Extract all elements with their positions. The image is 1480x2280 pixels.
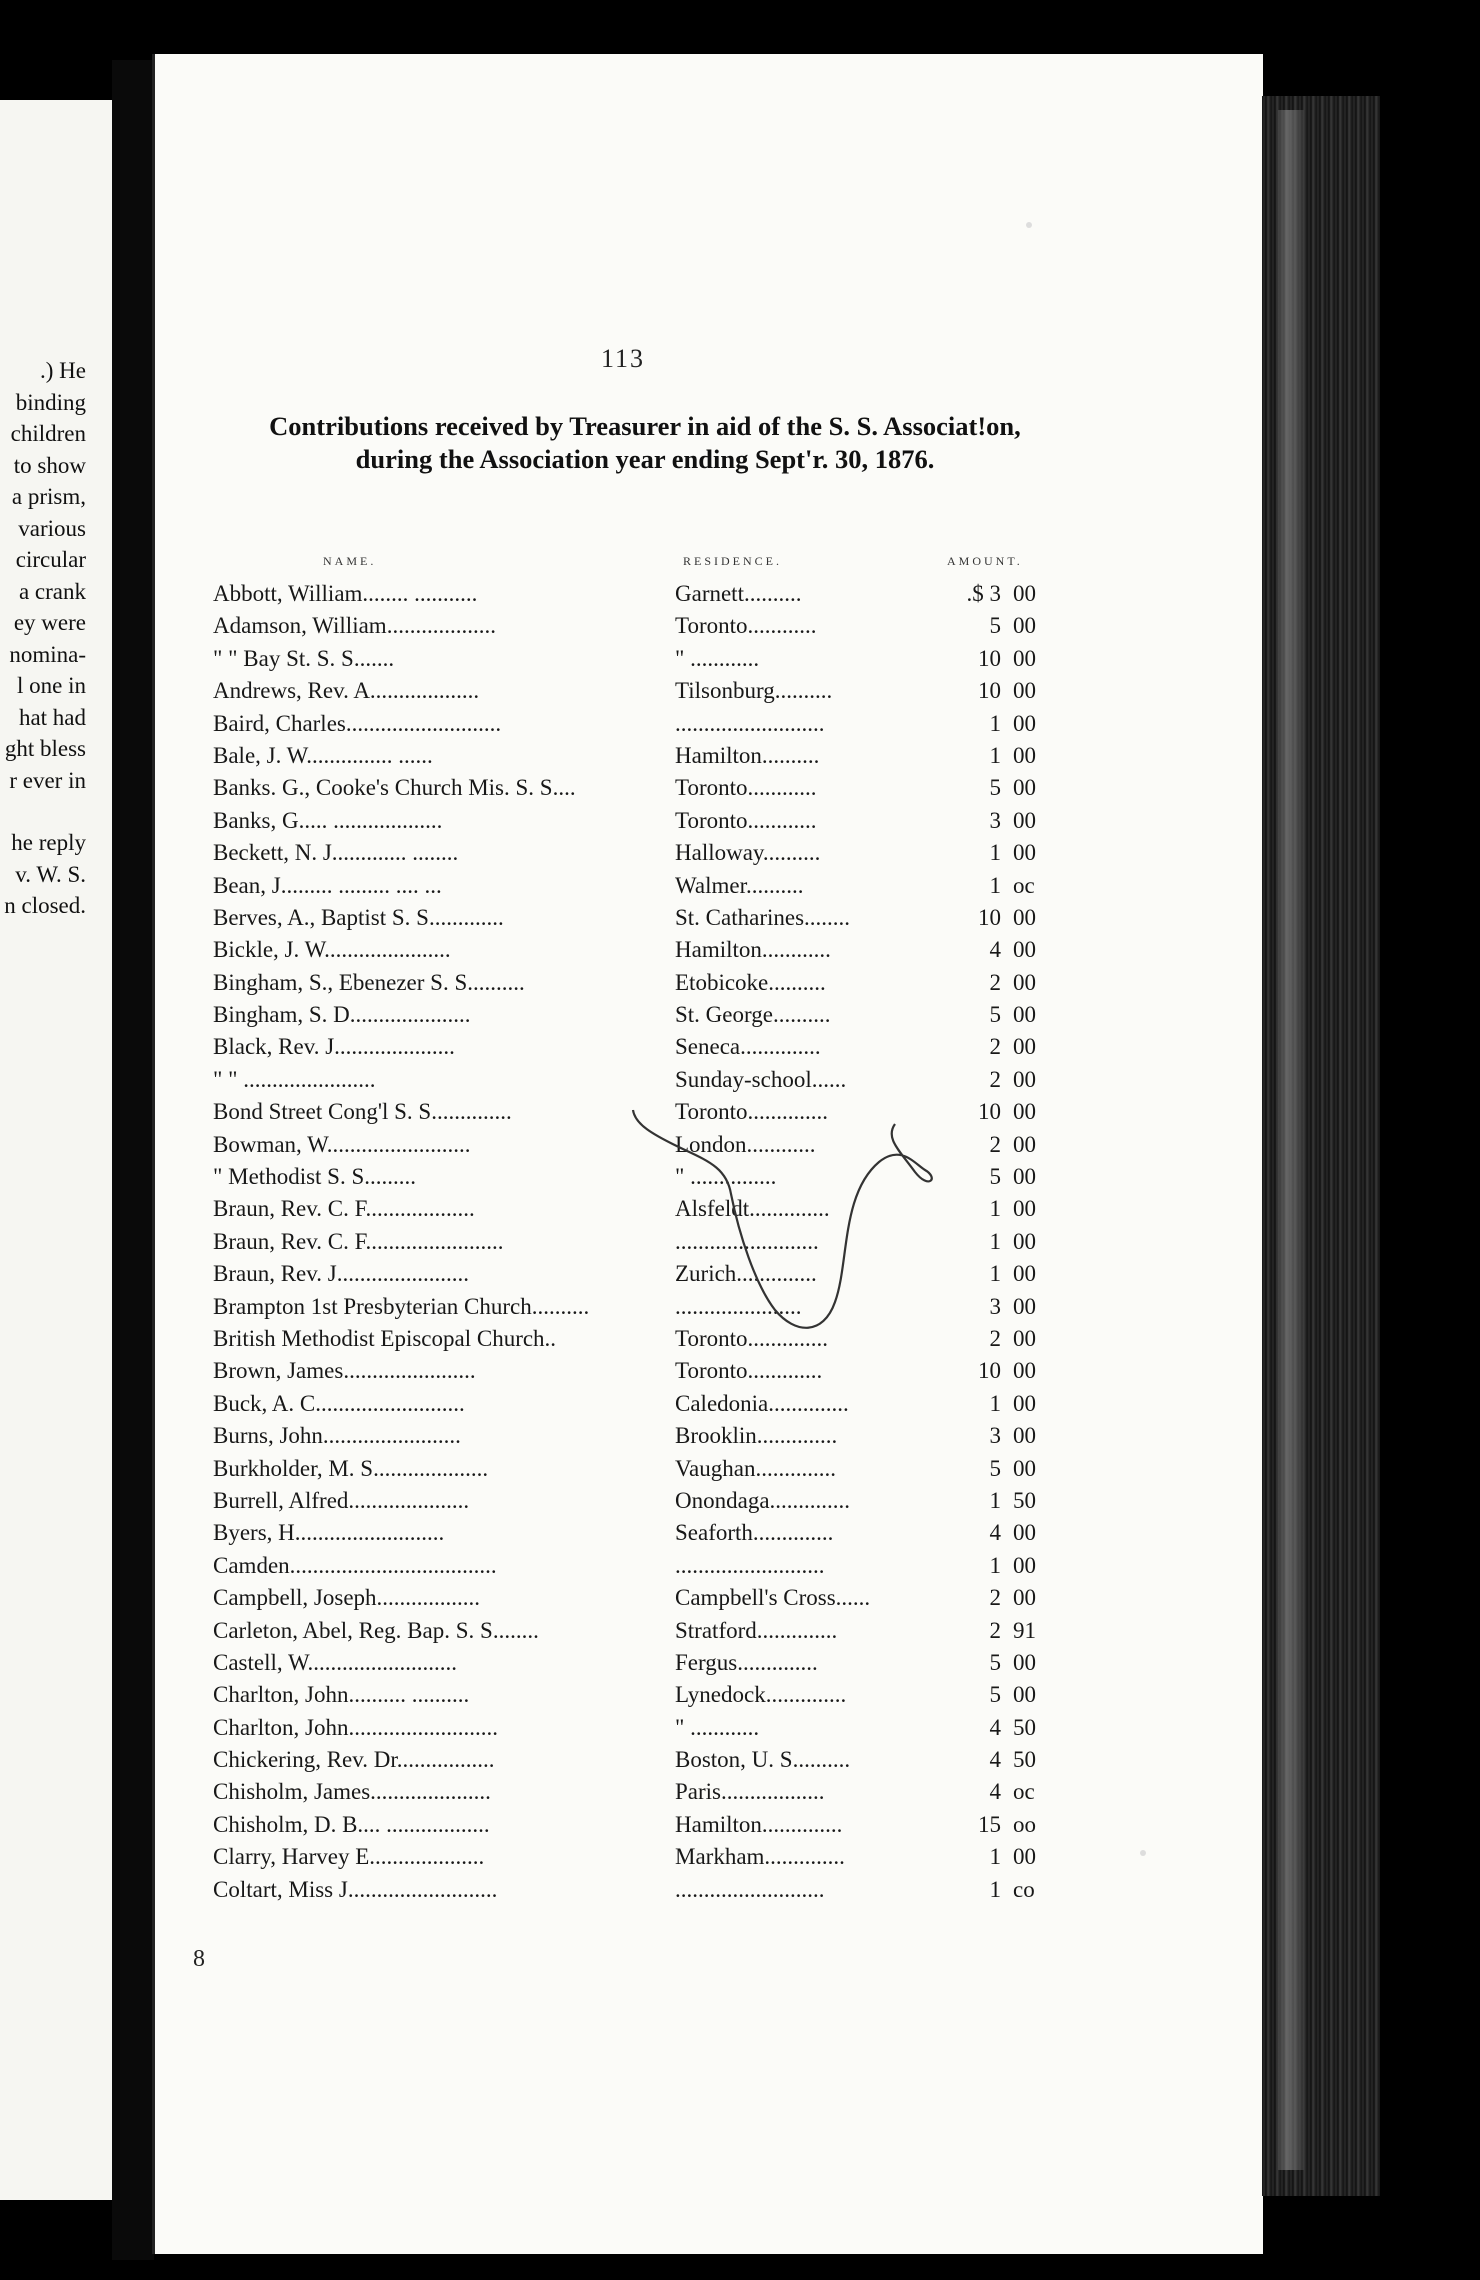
contributor-name: Coltart, Miss J.......................... [213,1876,498,1902]
contribution-row [155,1226,1263,1258]
contributor-name: Abbott, William........ ........... [213,581,478,606]
contributor-name: Baird, Charles........................... [213,710,502,736]
contributor-name: Bingham, S., Ebenezer S. S.......... [213,969,525,995]
contribution-row [155,740,1263,772]
contributor-residence: Campbell's Cross...... [675,1585,871,1611]
amount-cents: 00 [1013,775,1036,801]
contributor-name: Bale, J. W............... ...... [213,742,433,768]
amount-cents: 00 [1013,1358,1036,1384]
contributor-name: Chickering, Rev. Dr................. [213,1747,495,1773]
contributor-name: Burns, John........................ [213,1423,461,1449]
amount-cents: 00 [1013,1034,1036,1060]
page-edge-highlight [1278,110,1304,2170]
amount-cents: 00 [1013,807,1036,833]
contribution-row [155,1161,1263,1193]
contributor-residence: Toronto.............. [675,1325,828,1351]
contributor-name: Braun, Rev. J....................... [213,1261,469,1287]
contributor-name: Braun, Rev. C. F........................ [213,1228,504,1254]
contribution-row [155,1679,1263,1711]
amount-cents: 00 [1013,613,1036,639]
contributor-residence: " ............... [675,1164,777,1190]
contributor-residence: Onondaga.............. [675,1487,851,1513]
left-line: ey were [13,610,86,635]
amount-cents: 00 [1013,742,1036,768]
left-line: to show [13,452,86,478]
contributor-name: Banks, G..... ................... [213,807,443,833]
amount-dollars: 4 [989,937,1001,963]
contributor-name: Bean, J......... ......... .... ... [213,872,442,898]
amount-dollars: .$ 3 [966,581,1001,606]
amount-cents: 00 [1013,1649,1036,1675]
amount-cents: 00 [1013,840,1036,866]
amount-dollars: 4 [989,1714,1001,1740]
heading-line-2: during the Association year ending Sept'r. 30, 1876. [355,444,935,474]
amount-dollars: 3 [989,1293,1001,1319]
contributor-name: Burkholder, M. S.................... [213,1455,489,1481]
contributor-name: " Methodist S. S......... [213,1164,417,1190]
main-page [152,54,1263,2254]
contribution-row [155,1096,1263,1128]
contributor-residence: Boston, U. S.......... [675,1747,851,1773]
contribution-row [155,1323,1263,1355]
contributor-name: British Methodist Episcopal Church.. [213,1325,557,1351]
contributor-name: Bickle, J. W...................... [213,937,451,963]
contributor-residence: Toronto............. [675,1358,823,1384]
contribution-row [155,1550,1263,1582]
contributor-name: Andrews, Rev. A................... [213,678,480,704]
left-facing-page [0,100,112,2200]
amount-dollars: 1 [989,1844,1001,1870]
contributor-name: Beckett, N. J............. ........ [213,840,459,866]
contributor-name: Byers, H.......................... [213,1520,445,1546]
contribution-row [155,1517,1263,1549]
contribution-row [155,1291,1263,1323]
amount-cents: 00 [1013,1099,1036,1125]
amount-dollars: 10 [978,645,1001,671]
contributor-name: Braun, Rev. C. F................... [213,1196,475,1222]
contributor-residence: " ............ [675,645,760,671]
signature-mark: 8 [193,1946,205,1972]
contributor-residence: Etobicoke.......... [675,969,826,995]
left-line: children [10,421,86,446]
contributor-name: Camden.................................... [213,1552,497,1578]
amount-dollars: 1 [989,1876,1001,1902]
contribution-row [155,967,1263,999]
amount-dollars: 1 [989,872,1001,898]
amount-cents: 50 [1013,1487,1036,1513]
contribution-row [155,708,1263,740]
contribution-row [155,1809,1263,1841]
speck [1140,1850,1146,1856]
contribution-row [155,1712,1263,1744]
contributor-residence: " ............ [675,1714,760,1740]
amount-dollars: 5 [989,1164,1001,1190]
left-line: n closed. [4,893,86,918]
amount-cents: 00 [1013,1455,1036,1481]
contribution-row [155,1485,1263,1517]
contributor-name: Carleton, Abel, Reg. Bap. S. S........ [213,1617,539,1643]
contributor-name: Chisholm, James..................... [213,1779,491,1805]
amount-cents: 00 [1013,581,1036,606]
left-line: l one in [17,673,86,698]
amount-cents: 00 [1013,710,1036,736]
amount-cents: 00 [1013,645,1036,671]
contributor-residence: London............ [675,1131,816,1157]
column-header-name: NAME. [323,554,377,568]
contributor-residence: Stratford.............. [675,1617,838,1643]
amount-dollars: 5 [989,613,1001,639]
amount-dollars: 2 [989,1325,1001,1351]
contribution-row [155,1453,1263,1485]
amount-dollars: 1 [989,710,1001,736]
amount-cents: 50 [1013,1747,1036,1773]
contributor-name: Brampton 1st Presbyterian Church.......... [213,1293,590,1319]
contributor-residence: St. Catharines........ [675,904,851,930]
amount-cents: 50 [1013,1714,1036,1740]
page-number: 113 [600,344,646,373]
contributor-residence: .......................... [675,710,825,736]
amount-cents: 00 [1013,1520,1036,1546]
amount-dollars: 2 [989,969,1001,995]
amount-dollars: 1 [989,840,1001,866]
amount-dollars: 5 [989,1455,1001,1481]
left-line: various [18,515,86,541]
amount-cents: 00 [1013,1293,1036,1319]
book-gutter [112,60,154,2260]
amount-cents: 00 [1013,904,1036,930]
amount-dollars: 2 [989,1617,1001,1643]
contributor-residence: Halloway.......... [675,840,821,866]
left-line: v. W. S. [15,861,86,887]
contributor-residence: Toronto............ [675,775,817,801]
contributor-residence: .......................... [675,1552,825,1578]
contributor-residence: Markham.............. [675,1844,845,1870]
contribution-row [155,1615,1263,1647]
contributor-name: " " ....................... [213,1066,376,1092]
speck [1026,222,1032,228]
left-line: .) He [40,358,86,383]
amount-cents: 00 [1013,678,1036,704]
left-line: nomina- [9,641,86,667]
left-line: ght bless [4,736,86,761]
contribution-row [155,870,1263,902]
amount-cents: 00 [1013,937,1036,963]
contribution-row [155,1841,1263,1873]
contributor-residence: Lynedock.............. [675,1682,847,1708]
amount-cents: 00 [1013,1196,1036,1222]
contributor-name: Bowman, W......................... [213,1131,471,1157]
contribution-row [155,902,1263,934]
amount-dollars: 2 [989,1585,1001,1611]
contributor-residence: Tilsonburg.......... [675,678,833,704]
contribution-row [155,934,1263,966]
left-line: hat had [18,704,86,730]
contributor-residence: Seaforth.............. [675,1520,834,1546]
contributor-name: Campbell, Joseph.................. [213,1585,481,1611]
contribution-row [155,1031,1263,1063]
contributor-residence: Brooklin.............. [675,1423,838,1449]
contributor-name: Burrell, Alfred..................... [213,1487,470,1513]
amount-dollars: 2 [989,1066,1001,1092]
left-line: circular [15,547,86,572]
amount-cents: 00 [1013,1325,1036,1351]
amount-cents: co [1013,1876,1035,1902]
contribution-row [155,643,1263,675]
amount-dollars: 2 [989,1131,1001,1157]
contribution-row [155,1420,1263,1452]
amount-cents: 00 [1013,1552,1036,1578]
contribution-row [155,578,1263,610]
amount-dollars: 5 [989,1002,1001,1028]
heading-line-1: Contributions received by Treasurer in aid of the S. S. Associat!on, [269,411,1021,441]
contributor-residence: St. George.......... [675,1002,831,1028]
amount-dollars: 5 [989,1682,1001,1708]
column-header-residence: RESIDENCE. [683,554,782,568]
page-heading [195,410,1095,476]
contribution-row [155,610,1263,642]
contributor-residence: Hamilton.............. [675,1811,843,1837]
amount-dollars: 1 [989,1390,1001,1416]
contributor-residence: Walmer.......... [675,872,804,898]
amount-dollars: 1 [989,1261,1001,1287]
amount-dollars: 1 [989,1196,1001,1222]
amount-dollars: 10 [978,1358,1001,1384]
amount-dollars: 15 [978,1811,1001,1837]
contributor-residence: Hamilton............ [675,937,831,963]
contributor-residence: ...................... [675,1293,802,1319]
contributor-residence: Hamilton.......... [675,742,820,768]
left-line: a prism, [11,484,86,509]
contribution-row [155,1258,1263,1290]
contribution-row [155,1874,1263,1906]
contribution-row [155,805,1263,837]
contributor-residence: ......................... [675,1228,819,1254]
contributor-residence: Fergus.............. [675,1649,818,1675]
contributor-name: Chisholm, D. B.... .................. [213,1811,490,1837]
left-line: a crank [18,578,86,604]
contributor-residence: Seneca.............. [675,1034,821,1060]
contribution-row [155,1129,1263,1161]
contributor-name: Charlton, John.......................... [213,1714,498,1740]
amount-cents: 00 [1013,1261,1036,1287]
amount-cents: 00 [1013,1066,1036,1092]
contributor-residence: Toronto.............. [675,1099,828,1125]
column-header-amount: AMOUNT. [947,554,1023,568]
contributor-name: Bingham, S. D..................... [213,1002,471,1028]
contributor-residence: Toronto............ [675,807,817,833]
amount-dollars: 1 [989,1552,1001,1578]
amount-cents: oc [1013,872,1035,898]
contributor-residence: .......................... [675,1876,825,1902]
contributor-residence: Sunday-school...... [675,1066,847,1092]
contribution-row [155,1744,1263,1776]
contribution-row [155,772,1263,804]
contribution-row [155,1647,1263,1679]
contributor-name: Charlton, John.......... .......... [213,1682,470,1708]
amount-cents: 00 [1013,1131,1036,1157]
left-page-text [4,355,86,922]
left-line: binding [15,389,86,415]
contributor-name: Berves, A., Baptist S. S............. [213,904,504,930]
amount-cents: 00 [1013,1228,1036,1254]
amount-cents: 00 [1013,1585,1036,1611]
contributor-residence: Caledonia.............. [675,1390,849,1416]
amount-dollars: 2 [989,1034,1001,1060]
contributor-name: Black, Rev. J..................... [213,1034,455,1060]
contributor-name: Buck, A. C.......................... [213,1390,465,1416]
amount-cents: 00 [1013,969,1036,995]
amount-cents: 91 [1013,1617,1036,1643]
contribution-row [155,837,1263,869]
amount-dollars: 10 [978,1099,1001,1125]
contributor-name: Bond Street Cong'l S. S.............. [213,1099,512,1125]
amount-dollars: 1 [989,742,1001,768]
contribution-row [155,1355,1263,1387]
amount-dollars: 1 [989,1487,1001,1513]
amount-dollars: 4 [989,1779,1001,1805]
contributor-name: Clarry, Harvey E.................... [213,1844,485,1870]
contributor-residence: Garnett.......... [675,581,802,606]
amount-dollars: 10 [978,678,1001,704]
amount-dollars: 10 [978,904,1001,930]
contribution-row [155,999,1263,1031]
contributor-name: Brown, James....................... [213,1358,476,1384]
left-line-gap [4,796,86,827]
amount-cents: 00 [1013,1423,1036,1449]
contributor-residence: Paris.................. [675,1779,825,1805]
contribution-row [155,675,1263,707]
contribution-row [155,1193,1263,1225]
amount-cents: oo [1013,1811,1036,1837]
contribution-row [155,1776,1263,1808]
contributor-residence: Toronto............ [675,613,817,639]
amount-cents: 00 [1013,1390,1036,1416]
contributor-name: Adamson, William................... [213,613,496,639]
contributor-name: Castell, W.......................... [213,1649,458,1675]
contribution-row [155,1582,1263,1614]
amount-dollars: 3 [989,1423,1001,1449]
contribution-row [155,1064,1263,1096]
amount-dollars: 1 [989,1228,1001,1254]
amount-dollars: 3 [989,807,1001,833]
amount-dollars: 4 [989,1520,1001,1546]
left-line: r ever in [9,767,86,793]
amount-cents: 00 [1013,1844,1036,1870]
amount-cents: oc [1013,1779,1035,1805]
amount-cents: 00 [1013,1002,1036,1028]
amount-dollars: 5 [989,775,1001,801]
amount-cents: 00 [1013,1682,1036,1708]
amount-dollars: 5 [989,1649,1001,1675]
contributor-name: Banks. G., Cooke's Church Mis. S. S.... [213,775,576,801]
contributor-residence: Zurich.............. [675,1261,817,1287]
contributor-residence: Vaughan.............. [675,1455,836,1481]
left-line: he reply [11,830,86,855]
amount-cents: 00 [1013,1164,1036,1190]
amount-dollars: 4 [989,1747,1001,1773]
contribution-row [155,1388,1263,1420]
contributor-name: " " Bay St. S. S....... [213,645,395,671]
contributions-list [155,578,1263,1906]
contributor-residence: Alsfeldt.............. [675,1196,830,1222]
